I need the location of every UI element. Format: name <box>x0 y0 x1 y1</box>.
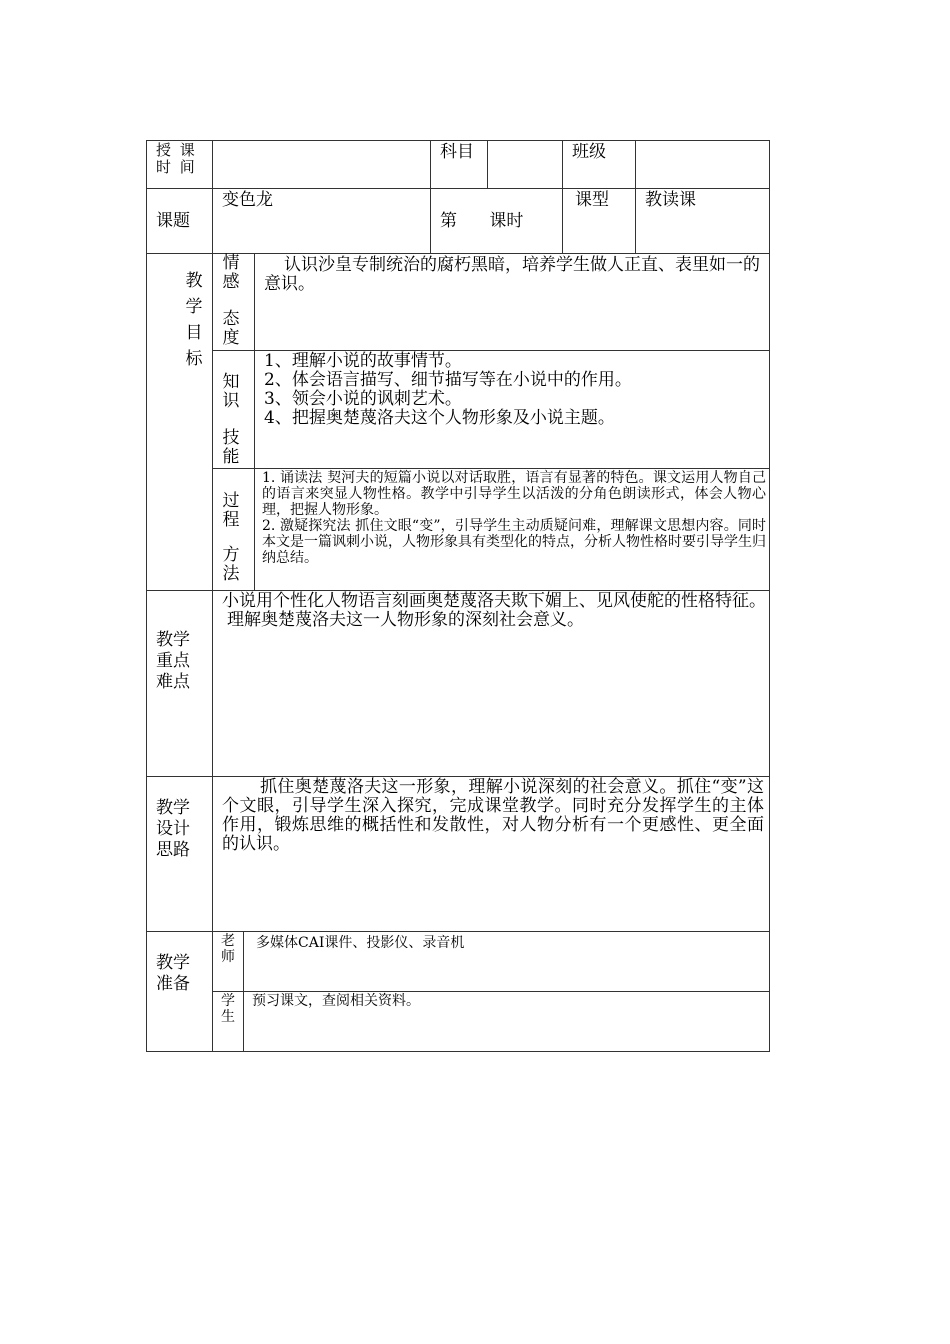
goals-label <box>182 268 206 372</box>
process-label-char: 过 <box>222 491 240 511</box>
process-label-char: 方 <box>222 545 240 565</box>
subject-label: 科目 <box>440 142 474 162</box>
col-divider <box>254 253 255 591</box>
emotion-label-char: 态 <box>222 309 240 329</box>
table-border-top <box>146 140 770 141</box>
col-divider <box>212 140 213 1052</box>
knowledge-label-char: 技 <box>222 428 240 448</box>
design-label-line: 设计 <box>156 819 190 839</box>
emotion-label-char: 感 <box>222 272 240 292</box>
key-points-line: 理解奥楚蔑洛夫这一人物形象的深刻社会意义。 <box>227 610 584 630</box>
student-label <box>218 993 238 1025</box>
row-divider <box>146 931 770 932</box>
col-divider <box>635 140 636 254</box>
design-text: 抓住奥楚蔑洛夫这一形象，理解小说深刻的社会意义。抓住“变”这个文眼，引导学生深入探究，完成课堂教学。同时充分发挥学生的主体作用，锻炼思维的概括性和发散性，对人物分析有一个更感性、更全面的认识。 <box>222 777 764 854</box>
emotion-label-char: 情 <box>222 253 240 273</box>
teacher-text: 多媒体CAI课件、投影仪、录音机 <box>256 935 465 951</box>
emotion-label-char: 度 <box>222 328 240 348</box>
key-points-label-line: 教学 <box>156 630 190 650</box>
knowledge-list <box>264 352 766 428</box>
row-divider <box>212 991 770 992</box>
teacher-label <box>218 933 238 965</box>
knowledge-item: 3、领会小说的讽刺艺术。 <box>264 389 462 409</box>
design-label-line: 思路 <box>156 840 190 860</box>
time-label-bottom: 时 间 <box>156 158 197 176</box>
col-divider <box>487 140 488 189</box>
goals-label-char: 标 <box>185 349 203 369</box>
student-text: 预习课文，查阅相关资料。 <box>252 993 420 1009</box>
emotion-text: 认识沙皇专制统治的腐朽黑暗，培养学生做人正直、表里如一的意识。 <box>264 255 760 294</box>
process-list <box>262 470 766 566</box>
topic-label: 课题 <box>156 211 190 231</box>
goals-label-char: 学 <box>185 297 203 317</box>
class-label: 班级 <box>572 142 606 162</box>
student-label-char: 生 <box>221 1009 235 1025</box>
teacher-label-char: 师 <box>221 949 235 965</box>
prep-label <box>156 953 190 995</box>
process-item: 1. 诵读法 契河夫的短篇小说以对话取胜，语言有显著的特色。课文运用人物自己的语言来突显人物性格。教学中引导学生以活泼的分角色朗读形式，体会人物心理，把握人物形象。 <box>262 470 766 518</box>
key-points-line: 小说用个性化人物语言刻画奥楚蔑洛夫欺下媚上、见风使舵的性格特征。 <box>222 591 766 611</box>
knowledge-label-char: 知 <box>222 372 240 392</box>
emotion-label <box>221 254 241 348</box>
key-points-label-line: 难点 <box>156 672 190 692</box>
period-label: 第 课时 <box>440 211 524 231</box>
goals-label-char: 目 <box>185 323 203 343</box>
knowledge-label-char: 识 <box>222 391 240 411</box>
table-border-bottom <box>146 1051 770 1052</box>
type-value: 教读课 <box>645 190 696 210</box>
student-label-char: 学 <box>221 993 235 1009</box>
knowledge-label-char: 能 <box>222 447 240 467</box>
knowledge-item: 1、理解小说的故事情节。 <box>264 351 462 371</box>
prep-label-line: 教学 <box>156 953 190 973</box>
type-label: 课型 <box>575 190 609 210</box>
teacher-label-char: 老 <box>221 933 235 949</box>
design-label <box>156 798 190 861</box>
goals-label-char: 教 <box>185 271 203 291</box>
col-divider <box>243 931 244 1052</box>
time-label-top: 授 课 <box>156 141 197 159</box>
col-divider <box>430 140 431 254</box>
key-points-label <box>156 630 190 693</box>
key-points-text <box>222 592 766 630</box>
process-label <box>221 492 241 584</box>
col-divider <box>562 140 563 254</box>
time-label <box>156 142 210 176</box>
knowledge-item: 2、体会语言描写、细节描写等在小说中的作用。 <box>264 370 632 390</box>
topic-value: 变色龙 <box>222 190 273 210</box>
table-border-left <box>146 140 147 1052</box>
knowledge-item: 4、把握奥楚蔑洛夫这个人物形象及小说主题。 <box>264 408 615 428</box>
row-divider <box>146 188 770 189</box>
process-label-char: 程 <box>222 510 240 530</box>
process-item: 2. 激疑探究法 抓住文眼“变”，引导学生主动质疑问难，理解课文思想内容。同时本文是一篇讽刺小说，人物形象具有类型化的特点，分析人物性格时要引导学生归纳总结。 <box>262 518 766 566</box>
knowledge-label <box>221 373 241 467</box>
process-label-char: 法 <box>222 564 240 584</box>
prep-label-line: 准备 <box>156 974 190 994</box>
row-divider <box>212 468 770 469</box>
key-points-label-line: 重点 <box>156 651 190 671</box>
design-label-line: 教学 <box>156 798 190 818</box>
table-border-right <box>769 140 770 1052</box>
